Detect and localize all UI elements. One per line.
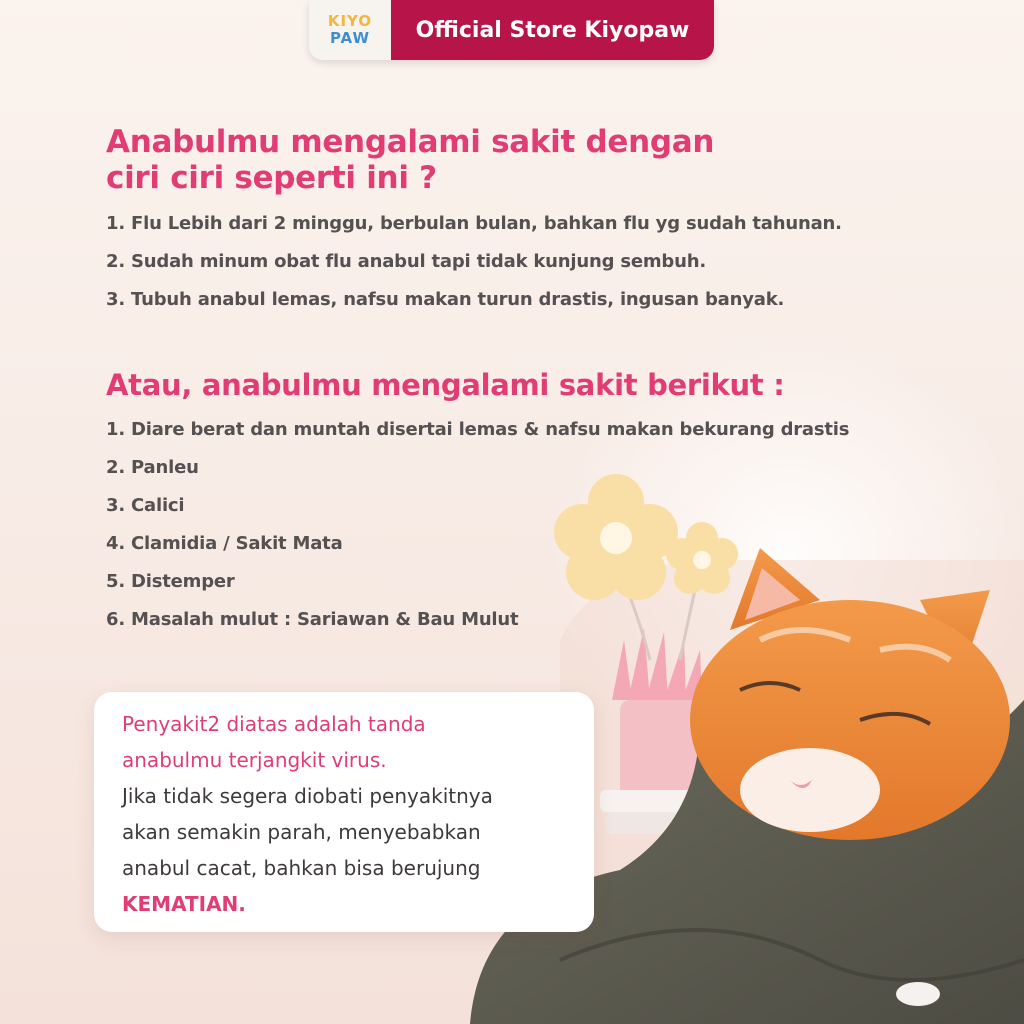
logo-text-top: KIYO — [327, 12, 373, 30]
store-header-badge — [309, 0, 714, 60]
logo-text-bottom: PAW — [329, 29, 371, 47]
card-line: anabul cacat, bahkan bisa berujung — [122, 856, 481, 880]
card-line: anabulmu terjangkit virus. — [122, 748, 387, 772]
kiyopaw-logo — [309, 0, 391, 60]
list-item: 1. Flu Lebih dari 2 minggu, berbulan bulan, bahkan flu yg sudah tahunan. — [106, 213, 842, 234]
list-item: 5. Distemper — [106, 571, 235, 592]
section1-heading-line1: Anabulmu mengalami sakit dengan — [106, 124, 715, 160]
card-line: Penyakit2 diatas adalah tanda — [122, 712, 426, 736]
list-item: 2. Panleu — [106, 457, 199, 478]
card-line: Jika tidak segera diobati penyakitnya — [122, 784, 493, 808]
store-title: Official Store Kiyopaw — [391, 0, 714, 60]
disease-list — [106, 411, 849, 639]
section2-heading: Atau, anabulmu mengalami sakit berikut : — [106, 368, 785, 402]
symptom-list — [106, 205, 842, 319]
list-item: 3. Tubuh anabul lemas, nafsu makan turun drastis, ingusan banyak. — [106, 289, 785, 310]
list-item: 3. Calici — [106, 495, 185, 516]
list-item: 4. Clamidia / Sakit Mata — [106, 533, 343, 554]
list-item: 2. Sudah minum obat flu anabul tapi tidak kunjung sembuh. — [106, 251, 706, 272]
section1-heading-line2: ciri ciri seperti ini ? — [106, 160, 437, 196]
section1-heading — [106, 124, 714, 196]
card-warning-word: KEMATIAN. — [122, 892, 246, 916]
list-item: 1. Diare berat dan muntah disertai lemas & nafsu makan bekurang drastis — [106, 419, 850, 440]
list-item: 6. Masalah mulut : Sariawan & Bau Mulut — [106, 609, 519, 630]
card-line: akan semakin parah, menyebabkan — [122, 820, 481, 844]
warning-card — [94, 692, 594, 932]
